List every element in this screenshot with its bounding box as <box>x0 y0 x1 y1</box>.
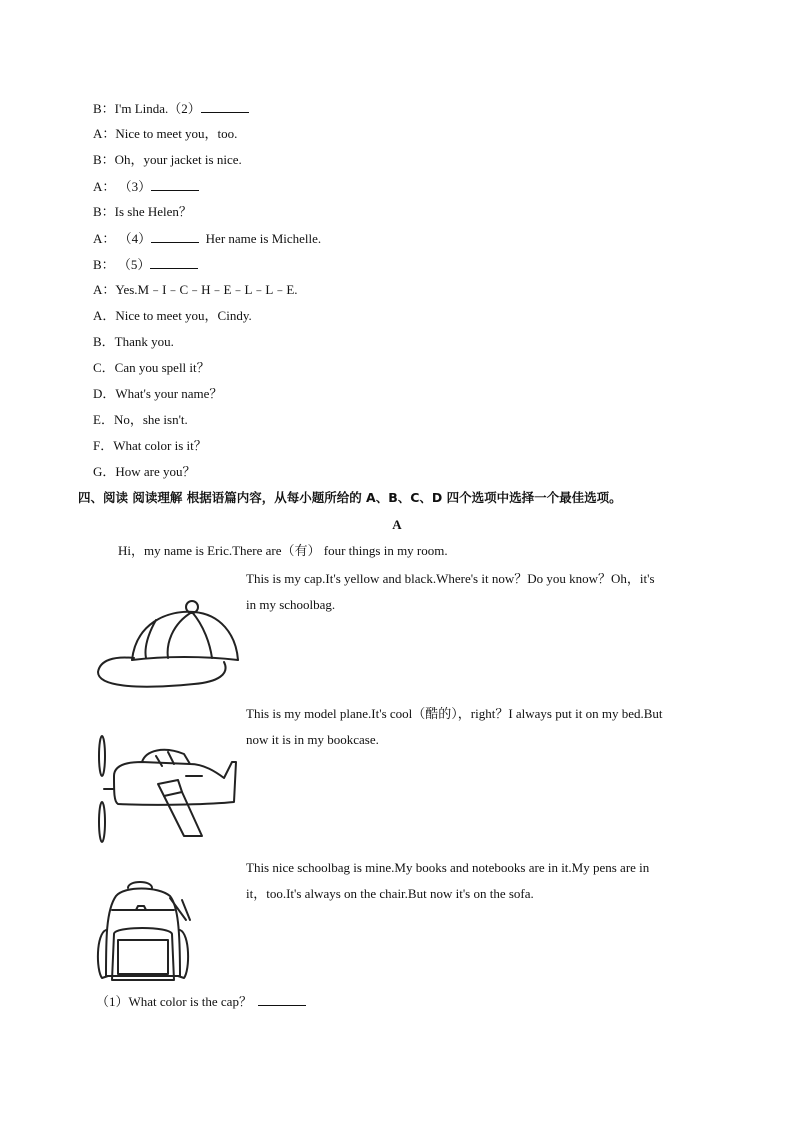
option-c: C．Can you spell it？ <box>93 360 210 375</box>
option-f: F．What color is it？ <box>93 438 207 453</box>
item-1-text-line-1: This is my cap.It's yellow and black.Where's it now？Do you know？Oh，it's <box>246 571 655 586</box>
item-3-text-line-1: This nice schoolbag is mine.My books and notebooks are in it.My pens are in <box>246 860 650 875</box>
model-plane-icon <box>94 732 240 844</box>
item-1-text-line-2: in my schoolbag. <box>246 597 336 612</box>
option-e: E．No，she isn't. <box>93 412 188 427</box>
item-2-text-line-2: now it is in my bookcase. <box>246 732 379 747</box>
answer-blank-4[interactable] <box>151 230 199 243</box>
option-d: D．What's your name？ <box>93 386 223 401</box>
dialogue-line-3: B：Oh，your jacket is nice. <box>93 152 242 167</box>
section-title: 四、阅读 阅读理解 根据语篇内容，从每小题所给的 A、B、C、D 四个选项中选择一个最佳选项。 <box>78 490 622 505</box>
dialogue-line-1: B：I'm Linda.（2） <box>93 100 249 117</box>
dialogue-line-4: A： （3） <box>93 178 199 195</box>
dialogue-line-2: A：Nice to meet you，too. <box>93 126 238 141</box>
dialogue-line-7: B： （5） <box>93 256 198 273</box>
item-3-text-line-2: it，too.It's always on the chair.But now it's on the sofa. <box>246 886 534 901</box>
question-1-answer-blank[interactable] <box>258 993 306 1006</box>
question-1: （1）What color is the cap？ <box>96 993 306 1010</box>
option-a: A．Nice to meet you，Cindy. <box>93 308 252 323</box>
option-g: G．How are you？ <box>93 464 196 479</box>
passage-intro: Hi，my name is Eric.There are（有） four things in my room. <box>118 543 448 558</box>
item-2-text-line-1: This is my model plane.It's cool（酷的），right？I always put it on my bed.But <box>246 706 663 721</box>
dialogue-line-6: A： （4） Her name is Michelle. <box>93 231 322 246</box>
dialogue-line-8: A：Yes.M﹣I﹣C﹣H﹣E﹣L﹣L﹣E. <box>93 282 298 297</box>
dialogue-line-5: B：Is she Helen？ <box>93 204 192 219</box>
option-b: B．Thank you. <box>93 334 174 349</box>
answer-blank-5[interactable] <box>150 256 198 269</box>
passage-label: A <box>392 517 402 532</box>
answer-blank-3[interactable] <box>151 178 199 191</box>
schoolbag-icon <box>94 880 194 990</box>
answer-blank-2[interactable] <box>201 100 249 113</box>
cap-icon <box>94 598 244 692</box>
